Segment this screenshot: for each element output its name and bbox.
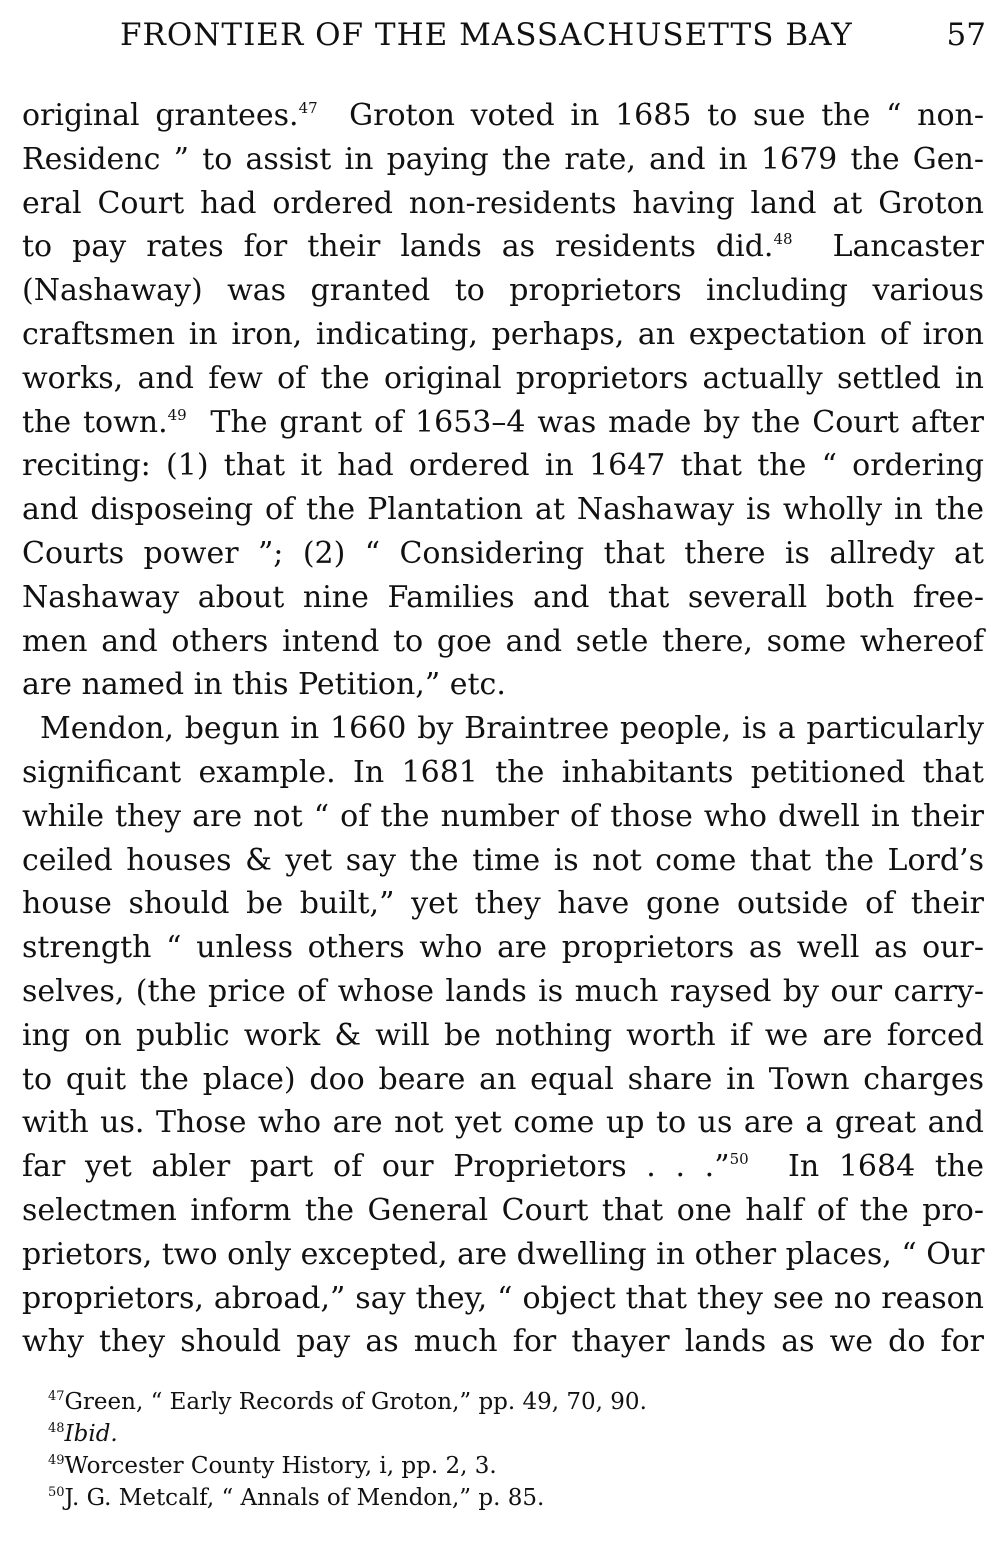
footnote-reference: 48 bbox=[773, 230, 793, 249]
text-line bbox=[22, 1145, 984, 1189]
footnote-text: Worcester County History, i, pp. 2, 3. bbox=[64, 1453, 497, 1479]
text-segment: Groton voted in 1685 to sue the “ non- bbox=[317, 98, 984, 133]
text-line bbox=[22, 532, 984, 576]
footnotes bbox=[48, 1386, 948, 1514]
footnote bbox=[48, 1418, 948, 1450]
text-line bbox=[22, 620, 984, 664]
text-line bbox=[22, 970, 984, 1014]
text-line bbox=[22, 1101, 984, 1145]
text-segment: Mendon, begun in 1660 by Braintree people, is a particularly bbox=[40, 711, 984, 747]
text-line bbox=[22, 1320, 984, 1364]
text-segment: reciting: (1) that it had ordered in 1647 that the “ ordering bbox=[22, 448, 984, 484]
footnote-reference: 50 bbox=[729, 1150, 749, 1169]
text-line bbox=[22, 795, 984, 839]
text-segment: Courts power ”; (2) “ Considering that there is allredy at bbox=[22, 535, 984, 571]
footnote-reference: 47 bbox=[298, 99, 318, 117]
text-segment: men and others intend to goe and setle there, some whereof bbox=[22, 623, 984, 659]
text-line bbox=[22, 138, 984, 182]
text-segment: and disposeing of the Plantation at Nashaway is wholly in the bbox=[22, 492, 984, 528]
text-line bbox=[22, 663, 984, 707]
text-segment: the town. bbox=[22, 404, 168, 440]
footnote-number: 48 bbox=[48, 1421, 65, 1436]
text-line bbox=[22, 882, 984, 926]
text-segment: ceiled houses & yet say the time is not come that the Lord’s bbox=[22, 842, 984, 878]
text-segment: far yet abler part of our Proprietors . . .” bbox=[22, 1149, 730, 1185]
text-segment: significant example. In 1681 the inhabitants petitioned that bbox=[22, 754, 984, 790]
text-line bbox=[22, 444, 984, 488]
text-segment: proprietors, abroad,” say they, “ object that they see no reason bbox=[22, 1280, 984, 1316]
text-line bbox=[22, 488, 984, 532]
text-line bbox=[22, 1058, 984, 1102]
text-segment: house should be built,” yet they have gone outside of their bbox=[22, 886, 984, 922]
running-head: FRONTIER OF THE MASSACHUSETTS BAY bbox=[120, 17, 853, 53]
text-line bbox=[22, 1277, 984, 1321]
text-line bbox=[22, 1014, 984, 1058]
text-segment: original grantees. bbox=[22, 98, 299, 133]
text-segment: are named in this Petition,” etc. bbox=[22, 667, 506, 703]
text-segment: prietors, two only excepted, are dwelling in other places, “ Our bbox=[22, 1236, 985, 1272]
text-segment: ing on public work & will be nothing worth if we are forced bbox=[22, 1017, 984, 1053]
text-segment: while they are not “ of the number of those who dwell in their bbox=[22, 798, 984, 834]
footnote-reference: 49 bbox=[167, 405, 187, 424]
text-segment: eral Court had ordered non-residents having land at Groton bbox=[22, 185, 984, 221]
footnote-text: Ibid. bbox=[64, 1421, 118, 1447]
text-segment: selectmen inform the General Court that one half of the pro- bbox=[22, 1192, 984, 1228]
text-line bbox=[22, 182, 984, 226]
footnote-number: 47 bbox=[48, 1389, 65, 1404]
footnote-number: 49 bbox=[48, 1453, 65, 1468]
text-line bbox=[22, 751, 984, 795]
text-segment: to pay rates for their lands as residents did. bbox=[22, 229, 774, 265]
footnote-text: J. G. Metcalf, “ Annals of Mendon,” p. 85. bbox=[64, 1485, 545, 1511]
page-header bbox=[0, 14, 1000, 56]
text-segment: selves, (the price of whose lands is much raysed by our carry- bbox=[22, 973, 984, 1009]
text-line bbox=[22, 225, 984, 269]
text-line bbox=[22, 839, 984, 883]
body-text bbox=[22, 94, 984, 1364]
footnote bbox=[48, 1450, 948, 1482]
text-segment: The grant of 1653–4 was made by the Court after bbox=[186, 404, 984, 440]
text-segment: strength “ unless others who are proprietors as well as our- bbox=[22, 930, 984, 966]
text-segment: craftsmen in iron, indicating, perhaps, an expectation of iron bbox=[22, 316, 984, 352]
text-segment: Residenc ” to assist in paying the rate, and in 1679 the Gen- bbox=[22, 141, 984, 177]
text-line bbox=[22, 926, 984, 970]
text-segment: why they should pay as much for thayer lands as we do for bbox=[22, 1324, 984, 1360]
footnote-number: 50 bbox=[48, 1485, 65, 1500]
text-line bbox=[22, 707, 984, 751]
text-line bbox=[22, 313, 984, 357]
text-segment: Lancaster bbox=[792, 229, 984, 265]
footnote bbox=[48, 1482, 948, 1514]
text-line bbox=[22, 576, 984, 620]
text-line bbox=[22, 1189, 984, 1233]
page-number: 57 bbox=[946, 17, 986, 53]
text-segment: works, and few of the original proprietors actually settled in bbox=[22, 360, 984, 396]
footnote bbox=[48, 1386, 948, 1418]
text-segment: to quit the place) doo beare an equal share in Town charges bbox=[22, 1061, 984, 1097]
footnote-text: Green, “ Early Records of Groton,” pp. 49, 70, 90. bbox=[64, 1389, 647, 1415]
text-line bbox=[22, 1233, 984, 1277]
text-segment: In 1684 the bbox=[748, 1149, 984, 1185]
text-line bbox=[22, 94, 984, 138]
text-segment: with us. Those who are not yet come up to us are a great and bbox=[22, 1105, 984, 1141]
text-line bbox=[22, 269, 984, 313]
text-line bbox=[22, 357, 984, 401]
text-line bbox=[22, 401, 984, 445]
text-segment: (Nashaway) was granted to proprietors including various bbox=[22, 273, 984, 309]
text-segment: Nashaway about nine Families and that severall both free- bbox=[22, 579, 984, 615]
